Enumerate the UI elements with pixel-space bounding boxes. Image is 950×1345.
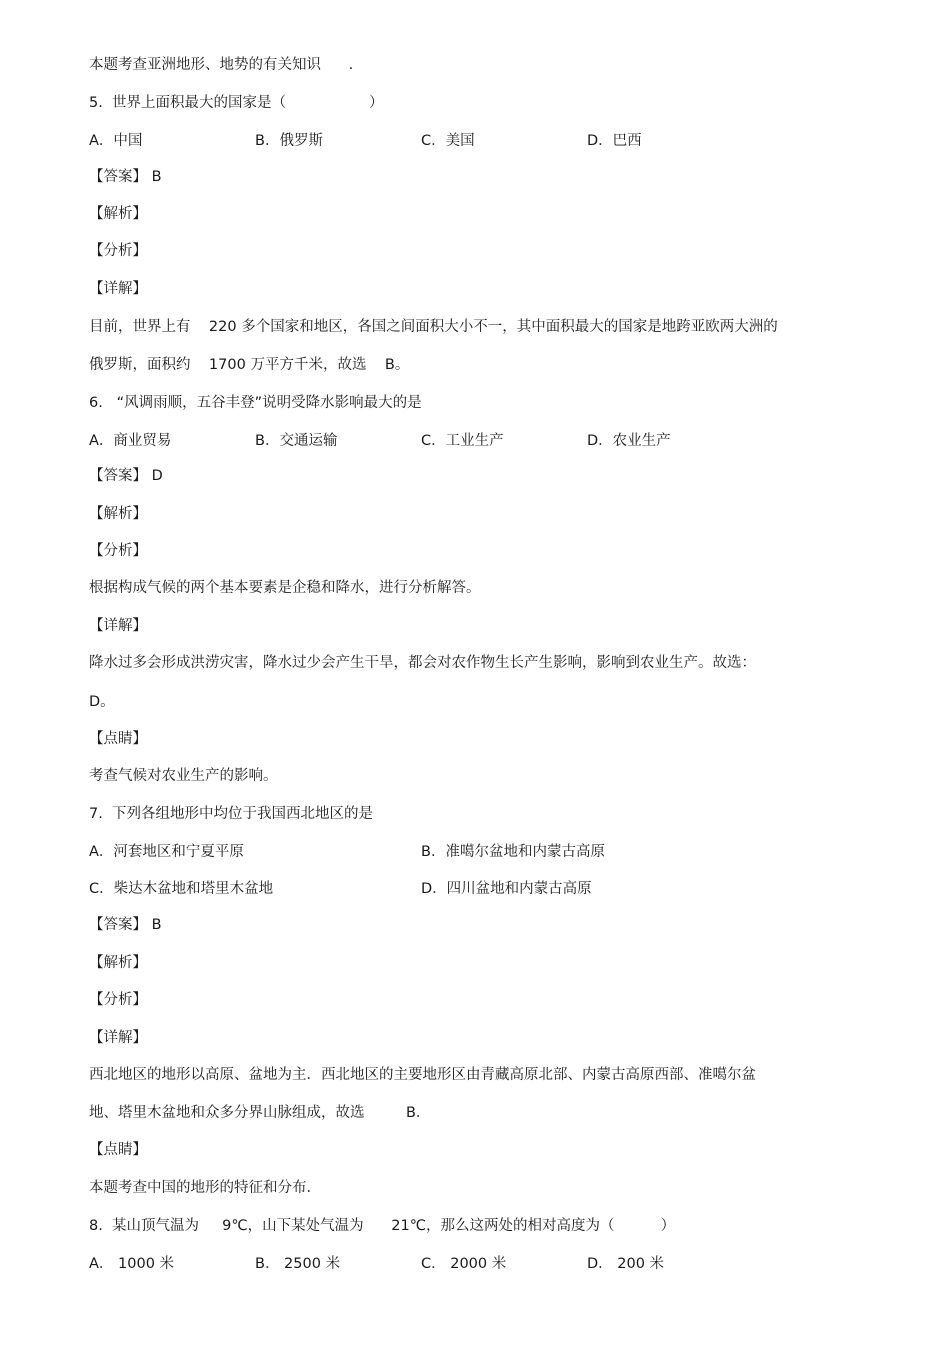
q5-detail-2: 俄罗斯，面积约 1700 万平方千米，故选 B。	[89, 357, 410, 373]
q6-option-d: D．农业生产	[587, 433, 671, 449]
q6-option-b: B．交通运输	[255, 433, 338, 449]
q7-option-b: B．准噶尔盆地和内蒙古高原	[421, 844, 605, 860]
q7-option-c: C．柴达木盆地和塔里木盆地	[89, 881, 274, 897]
q5-detail-1: 目前，世界上有 220 多个国家和地区，各国之间面积大小不一，其中面积最大的国家是地跨亚欧两大洲的	[89, 319, 778, 335]
q7-fenxi: 【分析】	[89, 992, 147, 1008]
q5-option-c: C．美国	[421, 133, 475, 149]
q5-xiangjie: 【详解】	[89, 281, 147, 297]
q6-fenxi: 【分析】	[89, 543, 147, 559]
q6-option-a: A．商业贸易	[89, 433, 172, 449]
q6-xiangjie: 【详解】	[89, 618, 147, 634]
q7-detail-2: 地、塔里木盆地和众多分界山脉组成，故选 B．	[89, 1105, 431, 1121]
q6-analysis: 根据构成气候的两个基本要素是企稳和降水，进行分析解答。	[89, 580, 481, 596]
q7-dianjing: 【点睛】	[89, 1142, 147, 1158]
q7-answer: 【答案】 B	[89, 917, 162, 933]
question-6: 6. “风调雨顺，五谷丰登”说明受降水影响最大的是	[89, 395, 422, 411]
q7-option-a: A．河套地区和宁夏平原	[89, 844, 244, 860]
q6-answer: 【答案】 D	[89, 468, 163, 484]
question-8: 8. 某山顶气温为 9℃，山下某处气温为 21℃，那么这两处的相对高度为（ ）	[89, 1218, 676, 1234]
q8-option-d: D． 200 米	[587, 1256, 665, 1272]
q8-option-b: B． 2500 米	[255, 1256, 341, 1272]
q7-dianjing-text: 本题考查中国的地形的特征和分布．	[89, 1180, 321, 1196]
q6-option-c: C．工业生产	[421, 433, 504, 449]
q5-option-a: A．中国	[89, 133, 143, 149]
q6-dianjing: 【点睛】	[89, 731, 147, 747]
q5-answer: 【答案】 B	[89, 169, 162, 185]
question-7: 7. 下列各组地形中均位于我国西北地区的是	[89, 806, 374, 822]
q5-jiexi: 【解析】	[89, 206, 147, 222]
q6-detail-2: D。	[89, 694, 115, 710]
q6-jiexi: 【解析】	[89, 506, 147, 522]
q7-xiangjie: 【详解】	[89, 1030, 147, 1046]
q8-option-a: A． 1000 米	[89, 1256, 175, 1272]
q5-fenxi: 【分析】	[89, 243, 147, 259]
q6-detail-1: 降水过多会形成洪涝灾害，降水过少会产生干旱，都会对农作物生长产生影响，影响到农业生产。故选：	[89, 655, 756, 671]
q7-detail-1: 西北地区的地形以高原、盆地为主．西北地区的主要地形区由青藏高原北部、内蒙古高原西部、准噶尔盆	[89, 1067, 756, 1083]
q8-option-c: C． 2000 米	[421, 1256, 507, 1272]
q7-jiexi: 【解析】	[89, 955, 147, 971]
q5-option-d: D．巴西	[587, 133, 642, 149]
q5-option-b: B．俄罗斯	[255, 133, 323, 149]
q6-dianjing-text: 考查气候对农业生产的影响。	[89, 768, 278, 784]
question-5: 5. 世界上面积最大的国家是（ ）	[89, 95, 384, 111]
q7-option-d: D．四川盆地和内蒙古高原	[421, 881, 592, 897]
line-intro: 本题考查亚洲地形、地势的有关知识 .	[89, 57, 354, 73]
